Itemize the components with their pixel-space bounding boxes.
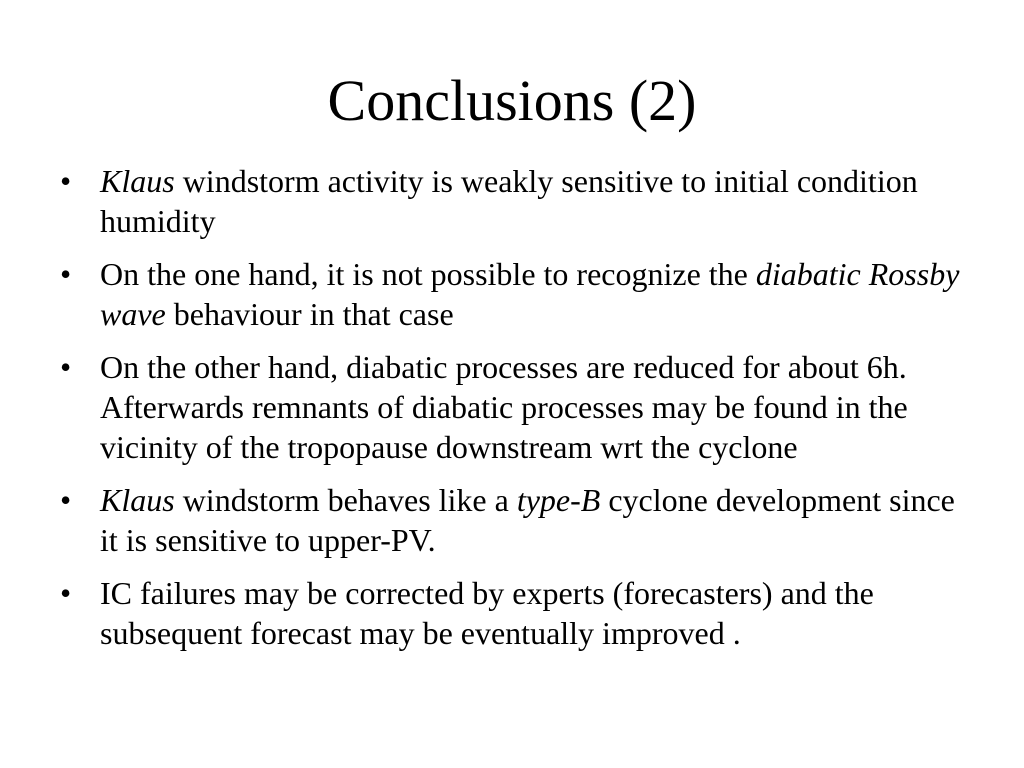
bullet-item-3: [60, 347, 980, 467]
bullet-text: windstorm activity is weakly sensitive to initial condition humidity: [100, 163, 918, 239]
bullet-icon: •: [60, 256, 72, 292]
bullet-icon: •: [60, 349, 72, 385]
bullet-text: On the other hand, diabatic processes are reduced for about 6h. Afterwards remnants of diabatic processes may be found in the vicinity of the tropopause downstream wrt the cyclone: [100, 349, 908, 465]
bullet-text: behaviour in that case: [165, 296, 454, 332]
bullet-text: cyclone development since it is sensitive to upper-PV.: [100, 482, 955, 558]
bullet-text: On the one hand, it is not possible to recognize the: [100, 256, 756, 292]
bullet-text: type-B: [516, 482, 601, 518]
bullet-list: [60, 161, 980, 666]
bullet-text: Klaus: [100, 163, 175, 199]
bullet-icon: •: [60, 163, 72, 199]
bullet-text: Klaus: [100, 482, 175, 518]
bullet-item-4: [60, 480, 980, 560]
bullet-text: windstorm behaves like a: [174, 482, 517, 518]
bullet-item-2: [60, 254, 980, 334]
bullet-text: IC failures may be corrected by experts (forecasters) and the subsequent forecast may be eventually improved .: [100, 575, 874, 651]
bullet-text: diabatic Rossby wave: [100, 256, 960, 332]
bullet-item-5: [60, 573, 980, 653]
bullet-item-1: [60, 161, 980, 241]
bullet-icon: •: [60, 575, 72, 611]
slide-title: Conclusions (2): [327, 68, 697, 133]
bullet-icon: •: [60, 482, 72, 518]
